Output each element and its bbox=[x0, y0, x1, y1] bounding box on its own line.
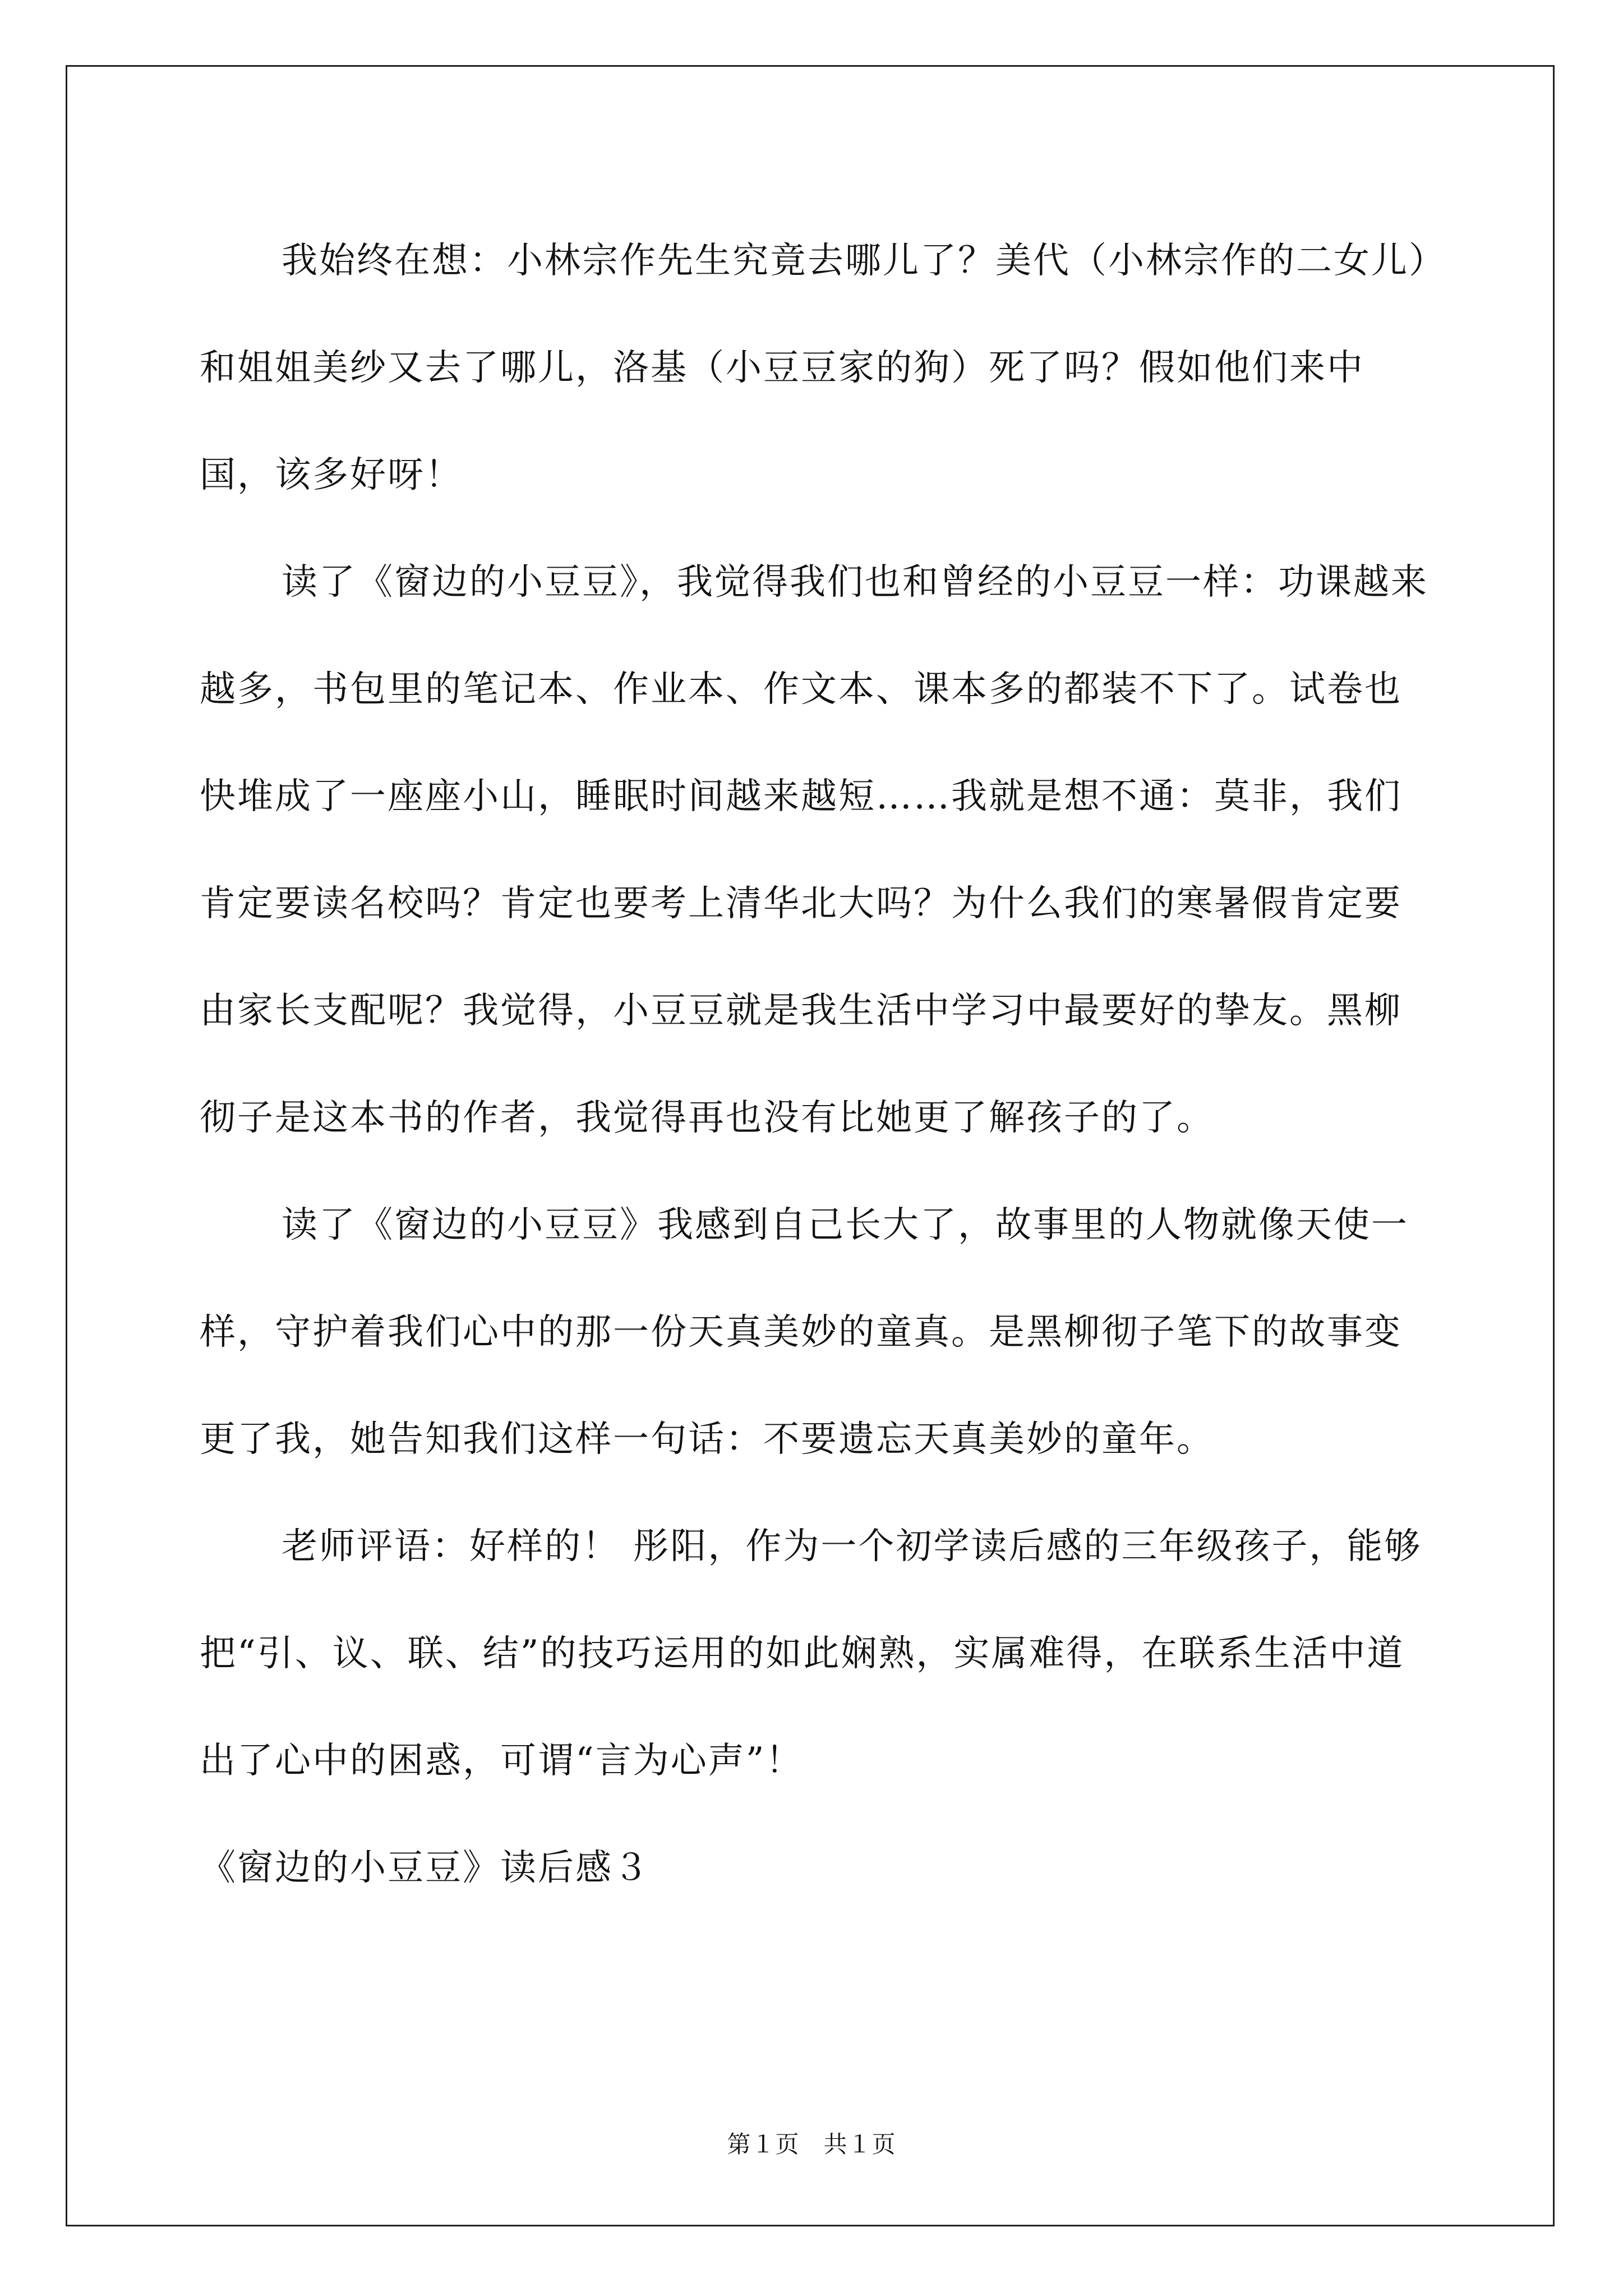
paragraph-1: 我始终在想：小林宗作先生究竟去哪儿了？美代（小林宗作的二女儿）和姐姐美纱又去了哪儿，洛基（小豆豆家的狗）死了吗？假如他们来中国，该多好呀！ bbox=[200, 240, 1428, 496]
section-heading: 《窗边的小豆豆》读后感３ bbox=[200, 1847, 651, 1889]
document-body bbox=[200, 208, 1437, 1922]
paragraph-4: 老师评语：好样的！ 彤阳，作为一个初学读后感的三年级孩子，能够把“引、议、联、结”的技巧运用的如此娴熟，实属难得，在联系生活中道出了心中的困惑，可谓“言为心声”！ bbox=[200, 1526, 1422, 1782]
paragraph-3: 读了《窗边的小豆豆》我感到自己长大了，故事里的人物就像天使一样，守护着我们心中的那一份天真美妙的童真。是黑柳彻子笔下的故事变更了我，她告知我们这样一句话：不要遗忘天真美妙的童年。 bbox=[200, 1204, 1409, 1460]
page-number-footer: 第１页 共１页 bbox=[727, 2131, 896, 2158]
paragraph-2: 读了《窗边的小豆豆》，我觉得我们也和曾经的小豆豆一样：功课越来越多，书包里的笔记本、作业本、作文本、课本多的都装不下了。试卷也快堆成了一座座小山，睡眠时间越来越短……我就是想不通：莫非，我们肯定要读名校吗？肯定也要考上清华北大吗？为什么我们的寒暑假肯定要由家长支配呢？我觉得，小豆豆就是我生活中学习中最要好的挚友。黑柳彻子是这本书的作者，我觉得再也没有比她更了解孩子的了。 bbox=[200, 562, 1428, 1139]
